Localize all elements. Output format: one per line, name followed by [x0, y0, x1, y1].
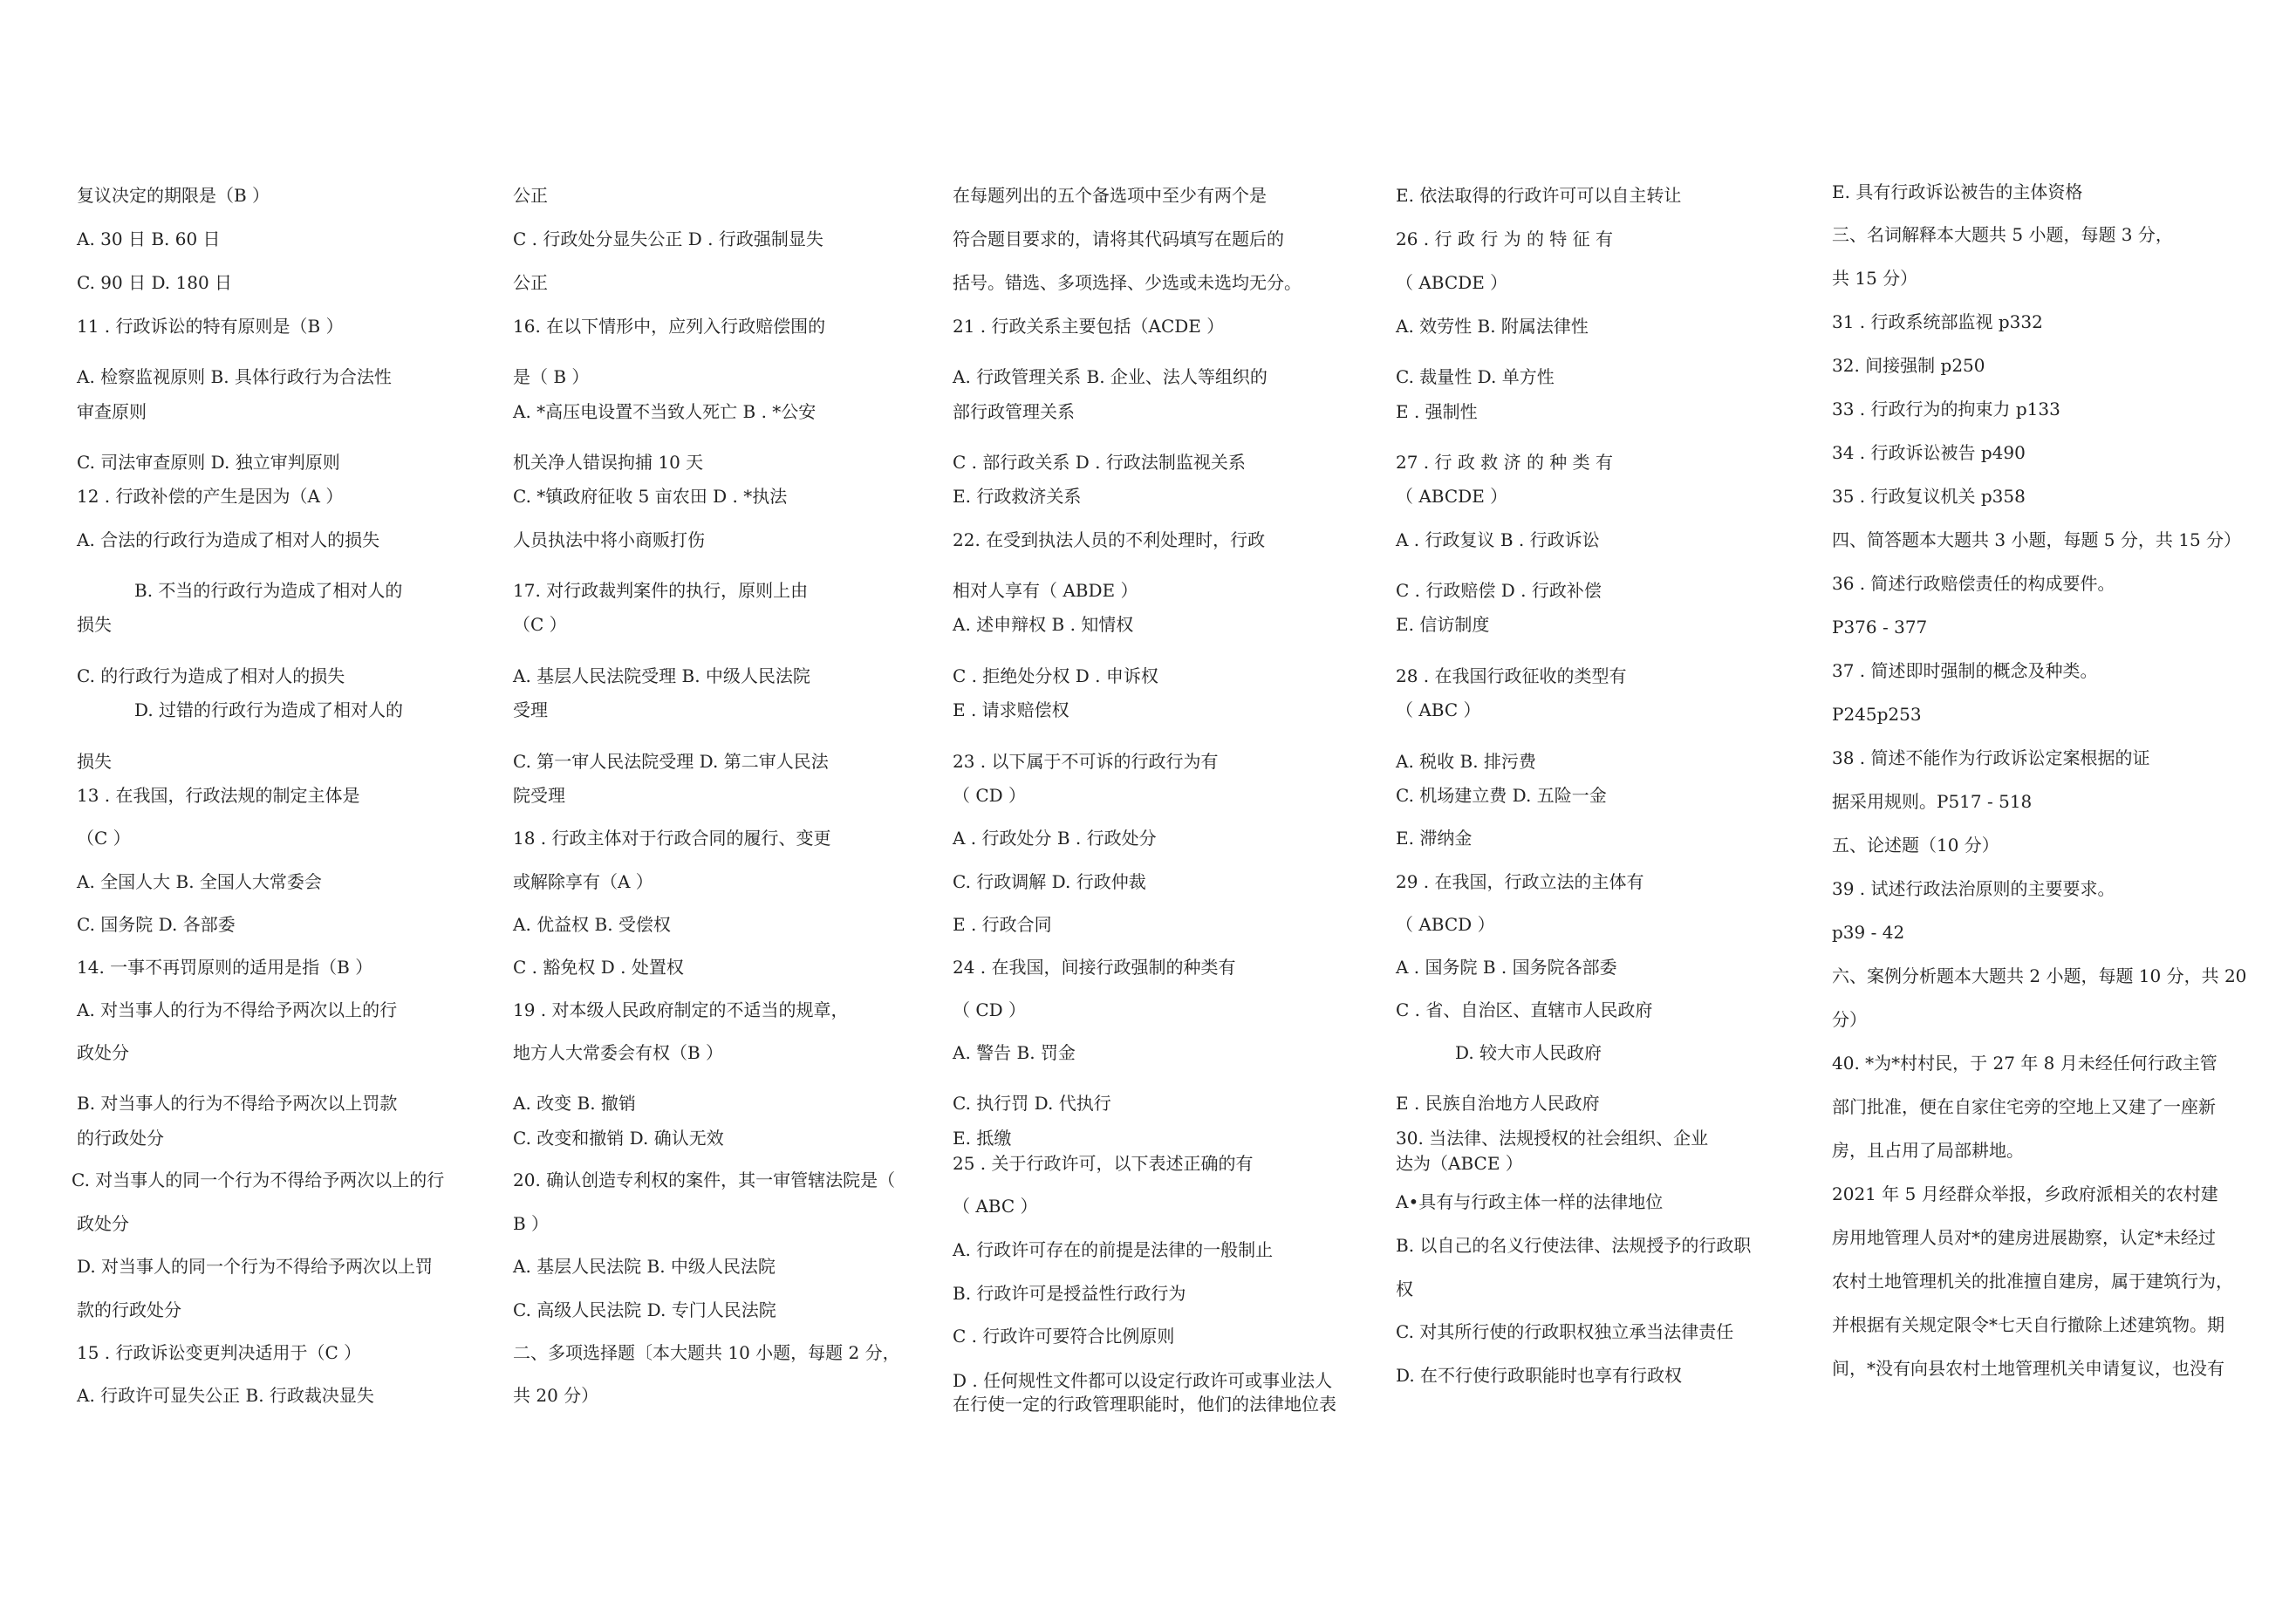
text-line: E . 强制性: [1396, 401, 1478, 422]
text-line: C . 行政处分显失公正 D . 行政强制显失: [513, 228, 823, 249]
text-line: B. 行政许可是授益性行政行为: [953, 1283, 1186, 1304]
text-line: 12 . 行政补偿的产生是因为（A ）: [77, 486, 344, 507]
text-line: A. *高压电设置不当致人死亡 B . *公安: [513, 401, 817, 422]
text-line: 部行政管理关系: [953, 401, 1075, 422]
text-line: （ CD ）: [953, 785, 1027, 806]
text-line: C. 行政调解 D. 行政仲裁: [953, 871, 1146, 892]
text-line: E . 民族自治地方人民政府: [1396, 1093, 1600, 1114]
text-line: 符合题目要求的，请将其代码填写在题后的: [953, 228, 1284, 249]
text-line: A. 税收 B. 排污费: [1396, 751, 1536, 772]
text-line: 六、案例分析题本大题共 2 小题，每题 10 分，共 20: [1832, 965, 2247, 986]
text-line: C. 第一审人民法院受理 D. 第二审人民法: [513, 751, 829, 772]
text-line: 37 . 简述即时强制的概念及种类。: [1832, 660, 2098, 681]
text-line: 23 . 以下属于不可诉的行政行为有: [953, 751, 1219, 772]
text-line: 达为（ABCE ）: [1396, 1153, 1523, 1174]
text-line: A. 警告 B. 罚金: [953, 1042, 1076, 1063]
text-line: 2021 年 5 月经群众举报，乡政府派相关的农村建: [1832, 1183, 2218, 1204]
text-line: 房，且占用了局部耕地。: [1832, 1140, 2024, 1161]
column-2: [513, 0, 967, 1623]
text-line: A. 检察监视原则 B. 具体行政行为合法性: [77, 366, 392, 387]
text-line: 15 . 行政诉讼变更判决适用于（C ）: [77, 1342, 362, 1363]
text-line: D. 对当事人的同一个行为不得给予两次以上罚: [77, 1256, 434, 1277]
text-line: A. 改变 B. 撤销: [513, 1093, 636, 1114]
column-3: [953, 0, 1406, 1623]
text-line: （ ABCDE ）: [1396, 272, 1508, 293]
text-line: 人员执法中将小商贩打伤: [513, 529, 705, 550]
text-line: E. 抵缴: [953, 1128, 1012, 1149]
text-line: （ ABCD ）: [1396, 914, 1495, 935]
text-line: A. 行政管理关系 B. 企业、法人等组织的: [953, 366, 1268, 387]
text-line: A. 优益权 B. 受偿权: [513, 914, 671, 935]
text-line: 或解除享有（A ）: [513, 871, 653, 892]
text-line: 农村土地管理机关的批准擅自建房，属于建筑行为，: [1832, 1271, 2233, 1292]
text-line: A. 对当事人的行为不得给予两次以上的行: [77, 999, 398, 1020]
text-line: P376 - 377: [1832, 617, 1928, 638]
text-line: 28 . 在我国行政征收的类型有: [1396, 665, 1627, 686]
text-line: B ）: [513, 1213, 550, 1234]
text-line: A•具有与行政主体一样的法律地位: [1396, 1191, 1664, 1212]
text-line: 复议决定的期限是（B ）: [77, 185, 270, 206]
text-line: 13 . 在我国，行政法规的制定主体是: [77, 785, 360, 806]
text-line: C. 的行政行为造成了相对人的损失: [77, 665, 345, 686]
text-line: 34 . 行政诉讼被告 p490: [1832, 442, 2026, 463]
text-line: D. 较大市人民政府: [1455, 1042, 1602, 1063]
text-line: E. 具有行政诉讼被告的主体资格: [1832, 181, 2083, 202]
text-line: C. 机场建立费 D. 五险一金: [1396, 785, 1607, 806]
text-line: （ ABC ）: [953, 1196, 1038, 1217]
text-line: C. 对其所行使的行政职权独立承当法律责任: [1396, 1321, 1734, 1342]
text-line: A. 行政许可显失公正 B. 行政裁决显失: [77, 1385, 374, 1406]
text-line: E. 依法取得的行政许可可以自主转让: [1396, 185, 1682, 206]
text-line: 27 . 行 政 救 济 的 种 类 有: [1396, 452, 1614, 473]
text-line: 损失: [77, 751, 112, 772]
text-line: 22. 在受到执法人员的不利处理时，行政: [953, 529, 1266, 550]
text-line: 政处分: [77, 1213, 129, 1234]
text-line: 五、论述题（10 分）: [1832, 835, 1999, 856]
text-line: 16. 在以下情形中，应列入行政赔偿围的: [513, 316, 826, 337]
text-line: A. 基层人民法院受理 B. 中级人民法院: [513, 665, 810, 686]
text-line: C. 90 日 D. 180 日: [77, 272, 233, 293]
text-line: （C ）: [77, 828, 131, 849]
text-line: E . 请求赔偿权: [953, 699, 1069, 720]
column-1: [72, 0, 530, 1623]
column-4: [1396, 0, 1849, 1623]
text-line: （ ABC ）: [1396, 699, 1481, 720]
text-line: 房用地管理人员对*的建房进展勘察，认定*未经过: [1832, 1227, 2216, 1248]
text-line: E. 信访制度: [1396, 614, 1490, 635]
text-line: 权: [1396, 1279, 1413, 1299]
text-line: A . 行政处分 B . 行政处分: [953, 828, 1157, 849]
text-line: C. 国务院 D. 各部委: [77, 914, 236, 935]
text-line: C . 拒绝处分权 D . 申诉权: [953, 665, 1158, 686]
text-line: 政处分: [77, 1042, 129, 1063]
text-line: 公正: [513, 272, 548, 293]
text-line: A. 述申辩权 B . 知情权: [953, 614, 1134, 635]
text-line: E. 行政救济关系: [953, 486, 1082, 507]
text-line: 29 . 在我国，行政立法的主体有: [1396, 871, 1644, 892]
text-line: 11 . 行政诉讼的特有原则是（B ）: [77, 316, 344, 337]
text-line: 款的行政处分: [77, 1299, 181, 1320]
text-line: 四、简答题本大题共 3 小题，每题 5 分，共 15 分）: [1832, 529, 2242, 550]
text-line: D. 过错的行政行为造成了相对人的: [134, 699, 404, 720]
text-line: E. 滞纳金: [1396, 828, 1473, 849]
text-line: 21 . 行政关系主要包括（ACDE ）: [953, 316, 1225, 337]
text-line: 共 20 分）: [513, 1385, 599, 1406]
text-line: B. 对当事人的行为不得给予两次以上罚款: [77, 1093, 398, 1114]
text-line: 部门批准，便在自家住宅旁的空地上又建了一座新: [1832, 1096, 2216, 1117]
text-line: A. 基层人民法院 B. 中级人民法院: [513, 1256, 776, 1277]
text-line: 36 . 简述行政赔偿责任的构成要件。: [1832, 573, 2115, 594]
text-line: C . 行政许可要符合比例原则: [953, 1326, 1175, 1347]
text-line: C. 改变和撤销 D. 确认无效: [513, 1128, 724, 1149]
text-line: 38 . 简述不能作为行政诉讼定案根据的证: [1832, 747, 2150, 768]
text-line: C. 裁量性 D. 单方性: [1396, 366, 1555, 387]
text-line: C . 行政赔偿 D . 行政补偿: [1396, 580, 1602, 601]
text-line: A. 效劳性 B. 附属法律性: [1396, 316, 1589, 337]
text-line: A. 30 日 B. 60 日: [77, 228, 221, 249]
text-line: 公正: [513, 185, 548, 206]
text-line: D. 在不行使行政职能时也享有行政权: [1396, 1365, 1683, 1386]
text-line: 在行使一定的行政管理职能时，他们的法律地位表: [953, 1394, 1336, 1415]
text-line: 据采用规则。P517 - 518: [1832, 791, 2033, 812]
text-line: 18 . 行政主体对于行政合同的履行、变更: [513, 828, 831, 849]
text-line: P245p253: [1832, 704, 1922, 725]
text-line: 35 . 行政复议机关 p358: [1832, 486, 2026, 507]
text-line: A . 行政复议 B . 行政诉讼: [1396, 529, 1600, 550]
text-line: C . 豁免权 D . 处置权: [513, 957, 684, 978]
text-line: 26 . 行 政 行 为 的 特 征 有: [1396, 228, 1614, 249]
text-line: 19 . 对本级人民政府制定的不适当的规章，: [513, 999, 849, 1020]
text-line: 相对人享有（ ABDE ）: [953, 580, 1138, 601]
text-line: 损失: [77, 614, 112, 635]
text-line: B. 以自己的名义行使法律、法规授予的行政职: [1396, 1235, 1752, 1256]
text-line: 32. 间接强制 p250: [1832, 355, 1985, 376]
text-line: B. 不当的行政行为造成了相对人的: [134, 580, 403, 601]
text-line: 院受理: [513, 785, 565, 806]
text-line: 三、名词解释本大题共 5 小题，每题 3 分，: [1832, 224, 2173, 245]
text-line: A. 合法的行政行为造成了相对人的损失: [77, 529, 380, 550]
text-line: 39 . 试述行政法治原则的主要要求。: [1832, 878, 2115, 899]
text-line: 31 . 行政系统部监视 p332: [1832, 311, 2043, 332]
text-line: C. 执行罚 D. 代执行: [953, 1093, 1111, 1114]
text-line: 30. 当法律、法规授权的社会组织、企业: [1396, 1128, 1709, 1149]
text-line: 是（ B ）: [513, 366, 590, 387]
text-line: 14. 一事不再罚原则的适用是指（B ）: [77, 957, 373, 978]
text-line: 并根据有关规定限令*七天自行撤除上述建筑物。期: [1832, 1314, 2224, 1335]
text-line: 40. *为*村村民，于 27 年 8 月未经任何行政主管: [1832, 1053, 2217, 1074]
text-line: C . 部行政关系 D . 行政法制监视关系: [953, 452, 1246, 473]
text-line: p39 - 42: [1832, 922, 1905, 943]
text-line: 二、多项选择题〔本大题共 10 小题，每题 2 分，: [513, 1342, 900, 1363]
text-line: 机关净人错误拘捕 10 天: [513, 452, 704, 473]
text-line: 17. 对行政裁判案件的执行，原则上由: [513, 580, 809, 601]
text-line: C. 高级人民法院 D. 专门人民法院: [513, 1299, 776, 1320]
text-line: 共 15 分）: [1832, 268, 1918, 289]
column-5: [1832, 0, 2286, 1623]
text-line: A. 行政许可存在的前提是法律的一般制止: [953, 1239, 1274, 1260]
text-line: C. 对当事人的同一个行为不得给予两次以上的行: [72, 1170, 445, 1190]
text-line: A. 全国人大 B. 全国人大常委会: [77, 871, 322, 892]
text-line: D . 任何规性文件都可以设定行政许可或事业法人: [953, 1370, 1333, 1391]
text-line: C . 省、自治区、直辖市人民政府: [1396, 999, 1653, 1020]
text-line: 分）: [1832, 1009, 1867, 1030]
text-line: 的行政处分: [77, 1128, 164, 1149]
text-line: 间，*没有向县农村土地管理机关申请复议，也没有: [1832, 1358, 2224, 1379]
text-line: C. 司法审查原则 D. 独立审判原则: [77, 452, 340, 473]
text-line: 受理: [513, 699, 548, 720]
text-line: 括号。错选、多项选择、少选或未选均无分。: [953, 272, 1302, 293]
text-line: 地方人大常委会有权（B ）: [513, 1042, 724, 1063]
text-line: 审查原则: [77, 401, 147, 422]
text-line: 20. 确认创造专利权的案件，其一审管辖法院是（: [513, 1170, 896, 1190]
text-line: C. *镇政府征收 5 亩农田 D . *执法: [513, 486, 788, 507]
text-line: （C ）: [513, 614, 567, 635]
text-line: E . 行政合同: [953, 914, 1052, 935]
text-line: 在每题列出的五个备选项中至少有两个是: [953, 185, 1267, 206]
text-line: 25 . 关于行政许可，以下表述正确的有: [953, 1153, 1254, 1174]
text-line: （ CD ）: [953, 999, 1027, 1020]
text-line: 24 . 在我国，间接行政强制的种类有: [953, 957, 1236, 978]
text-line: （ ABCDE ）: [1396, 486, 1508, 507]
text-line: 33 . 行政行为的拘束力 p133: [1832, 399, 2060, 419]
text-line: A . 国务院 B . 国务院各部委: [1396, 957, 1617, 978]
